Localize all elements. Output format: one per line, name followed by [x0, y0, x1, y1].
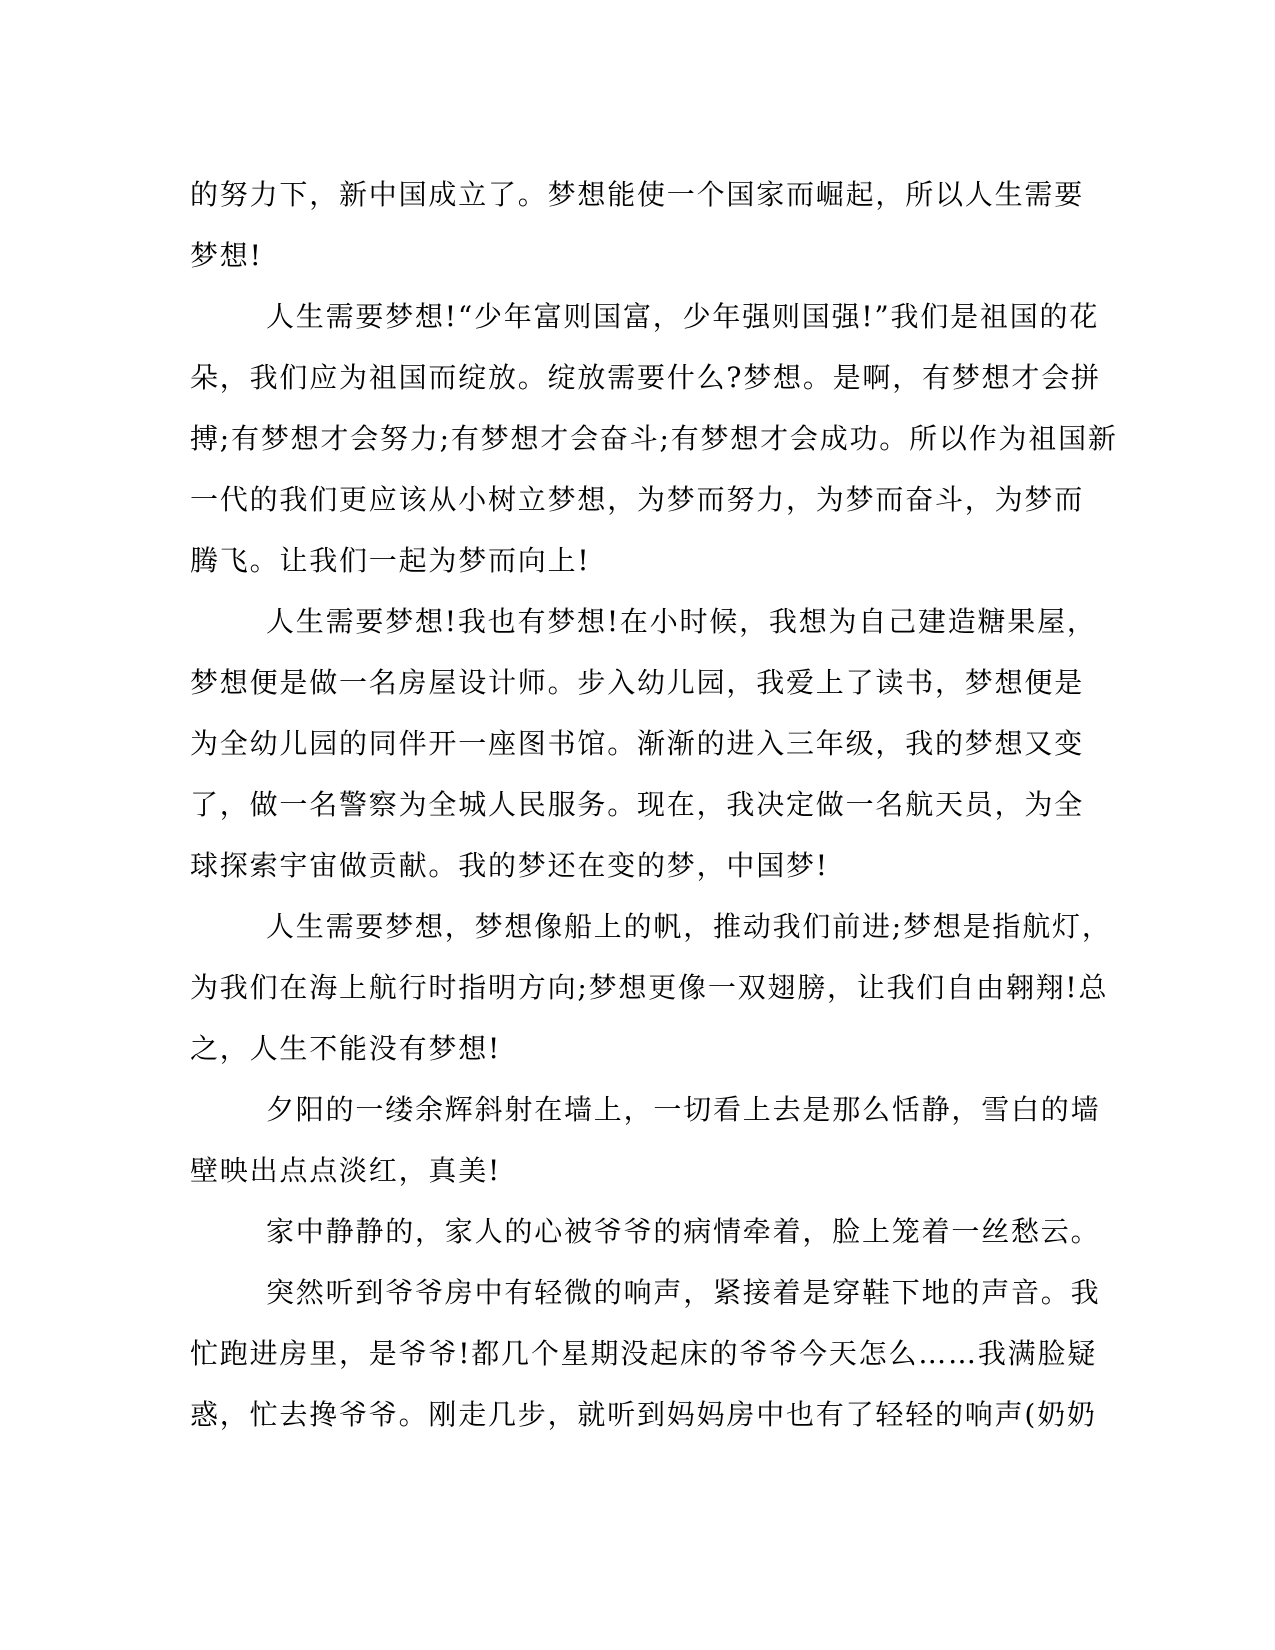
text-line: 人生需要梦想!我也有梦想!在小时候，我想为自己建造糖果屋， [266, 605, 1097, 638]
text-line: 了，做一名警察为全城人民服务。现在，我决定做一名航天员，为全 [190, 788, 1085, 821]
body-text [190, 164, 1118, 1445]
text-line: 为我们在海上航行时指明方向;梦想更像一双翅膀，让我们自由翱翔!总 [190, 971, 1109, 1004]
text-line: 人生需要梦想，梦想像船上的帆，推动我们前进;梦想是指航灯， [266, 910, 1112, 943]
text-line: 一代的我们更应该从小树立梦想，为梦而努力，为梦而奋斗，为梦而 [190, 483, 1085, 516]
text-line: 为全幼儿园的同伴开一座图书馆。渐渐的进入三年级，我的梦想又变 [190, 727, 1085, 760]
text-line: 朵，我们应为祖国而绽放。绽放需要什么?梦想。是啊，有梦想才会拼 [190, 361, 1101, 394]
text-line: 梦想! [190, 239, 263, 272]
text-line: 壁映出点点淡红，真美! [190, 1154, 502, 1187]
text-line: 突然听到爷爷房中有轻微的响声，紧接着是穿鞋下地的声音。我 [266, 1276, 1101, 1309]
text-line: 搏;有梦想才会努力;有梦想才会奋斗;有梦想才会成功。所以作为祖国新 [190, 422, 1118, 455]
text-line: 人生需要梦想!“少年富则国富，少年强则国强!”我们是祖国的花 [266, 300, 1100, 333]
text-line: 梦想便是做一名房屋设计师。步入幼儿园，我爱上了读书，梦想便是 [190, 666, 1085, 699]
text-line: 惑，忙去搀爷爷。刚走几步，就听到妈妈房中也有了轻轻的响声(奶奶 [190, 1398, 1097, 1431]
text-line: 之，人生不能没有梦想! [190, 1032, 502, 1065]
text-line: 球探索宇宙做贡献。我的梦还在变的梦，中国梦! [190, 849, 829, 882]
text-line: 忙跑进房里，是爷爷!都几个星期没起床的爷爷今天怎么……我满脸疑 [190, 1337, 1098, 1370]
text-line: 腾飞。让我们一起为梦而向上! [190, 544, 591, 577]
text-line: 家中静静的，家人的心被爷爷的病情牵着，脸上笼着一丝愁云。 [266, 1215, 1101, 1248]
text-line: 夕阳的一缕余辉斜射在墙上，一切看上去是那么恬静，雪白的墙 [266, 1093, 1101, 1126]
text-line: 的努力下，新中国成立了。梦想能使一个国家而崛起，所以人生需要 [190, 178, 1085, 211]
